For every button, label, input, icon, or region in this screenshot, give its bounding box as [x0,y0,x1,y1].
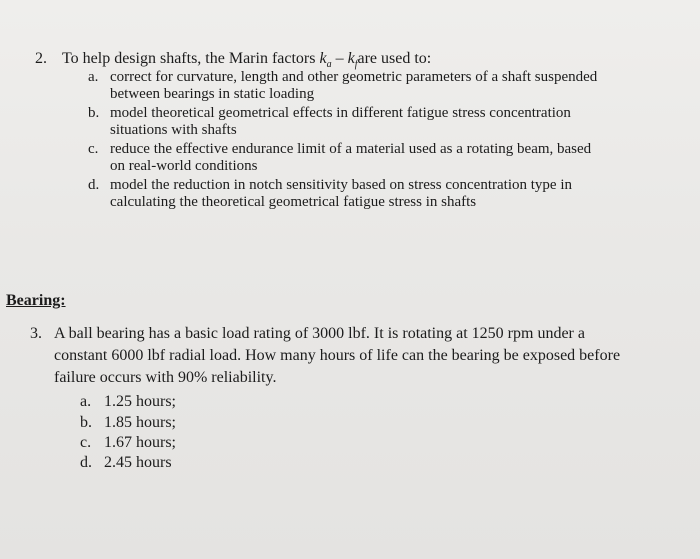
question-2-stem-before: To help design shafts, the Marin factors [62,50,316,67]
option-line-1: reduce the effective endurance limit of a material used as a rotating beam, based [110,141,592,157]
question-3-option-b [80,413,380,433]
option-text: 1.67 hours; [104,434,176,451]
question-3-option-a [80,392,380,412]
marin-factor-ka: $k_a$ [319,50,332,71]
option-letter: d. [88,177,100,193]
option-text: 1.85 hours; [104,414,176,431]
option-line-2: situations with shafts [110,122,237,138]
option-letter: a. [88,69,99,85]
dash: – [335,50,344,67]
question-3-number: 3. [30,325,42,342]
option-text: 1.25 hours; [104,393,176,410]
question-2-number: 2. [35,50,47,67]
question-3-stem-line-3: failure occurs with 90% reliability. [54,369,277,386]
option-line-1: model the reduction in notch sensitivity based on stress concentration type in [110,177,572,193]
option-letter: a. [80,393,92,410]
question-3-option-c [80,433,380,453]
option-letter: b. [88,105,100,121]
option-line-2: between bearings in static loading [110,86,315,102]
option-letter: c. [88,141,99,157]
section-heading-bearing: Bearing: [6,292,66,309]
question-2-stem-after: are used to: [357,50,432,67]
option-letter: c. [80,434,92,451]
option-letter: b. [80,414,92,431]
question-3-stem-line-1: A ball bearing has a basic load rating of 3000 lbf. It is rotating at 1250 rpm under a [54,325,585,342]
option-line-1: correct for curvature, length and other geometric parameters of a shaft suspended [110,69,598,85]
option-line-2: on real-world conditions [110,158,258,174]
option-text: 2.45 hours [104,454,172,471]
option-line-1: model theoretical geometrical effects in different fatigue stress concentration [110,105,571,121]
option-line-2: calculating the theoretical geometrical fatigue stress in shafts [110,194,477,210]
option-letter: d. [80,454,92,471]
marin-factor-kf: $k_f$ [347,50,358,71]
question-3-stem-line-2: constant 6000 lbf radial load. How many hours of life can the bearing be exposed before [54,347,621,364]
question-3-option-d [80,453,380,473]
